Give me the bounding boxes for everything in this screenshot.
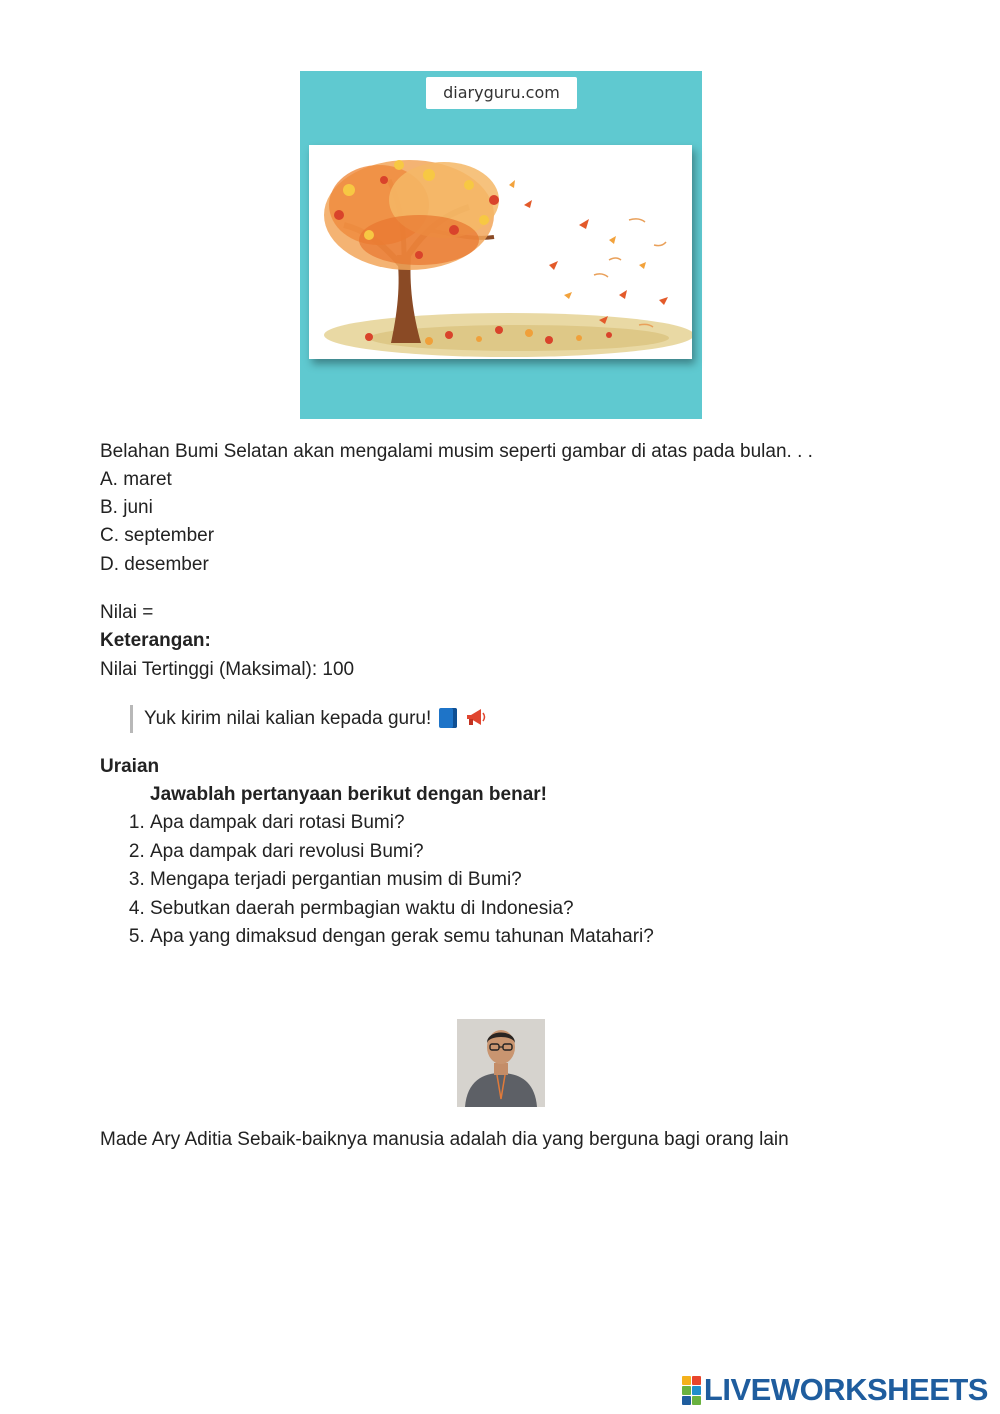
essay-question: 1. Apa dampak dari rotasi Bumi?	[150, 809, 654, 838]
option-c: C. september	[100, 525, 215, 546]
essay-question: 4. Sebutkan daerah permbagian waktu di Indonesia?	[150, 895, 654, 924]
option-d: D. desember	[100, 554, 209, 575]
author-photo	[457, 1019, 545, 1107]
autumn-illustration	[300, 71, 702, 419]
option-a: A. maret	[100, 469, 172, 490]
liveworksheets-icon	[682, 1376, 701, 1405]
max-score-text: Nilai Tertinggi (Maksimal): 100	[100, 659, 355, 680]
option-b: B. juni	[100, 497, 153, 518]
essay-instruction: Jawablah pertanyaan berikut dengan benar!	[150, 784, 547, 805]
essay-heading: Uraian	[100, 756, 160, 777]
quote-text: Yuk kirim nilai kalian kepada guru!	[144, 708, 432, 729]
essay-question: 3. Mengapa terjadi pergantian musim di Bumi?	[150, 866, 654, 895]
essay-question: 2. Apa dampak dari revolusi Bumi?	[150, 838, 654, 867]
question-text: Belahan Bumi Selatan akan mengalami musim seperti gambar di atas pada bulan. . .	[100, 441, 813, 462]
megaphone-icon	[465, 707, 487, 736]
blue-book-icon	[439, 708, 457, 728]
site-label: diaryguru.com	[426, 77, 577, 109]
liveworksheets-logo	[682, 1372, 988, 1408]
send-score-quote	[130, 705, 487, 733]
essay-question-list	[100, 809, 654, 952]
author-caption: Made Ary Aditia Sebaik-baiknya manusia adalah dia yang berguna bagi orang lain	[100, 1129, 789, 1150]
autumn-tree-picture	[309, 145, 692, 359]
brand-text: LIVEWORKSHEETS	[703, 1372, 988, 1407]
score-label: Nilai =	[100, 602, 154, 623]
autumn-tree-drawing	[309, 145, 692, 359]
note-title: Keterangan:	[100, 630, 211, 651]
essay-question: 5. Apa yang dimaksud dengan gerak semu tahunan Matahari?	[150, 923, 654, 952]
